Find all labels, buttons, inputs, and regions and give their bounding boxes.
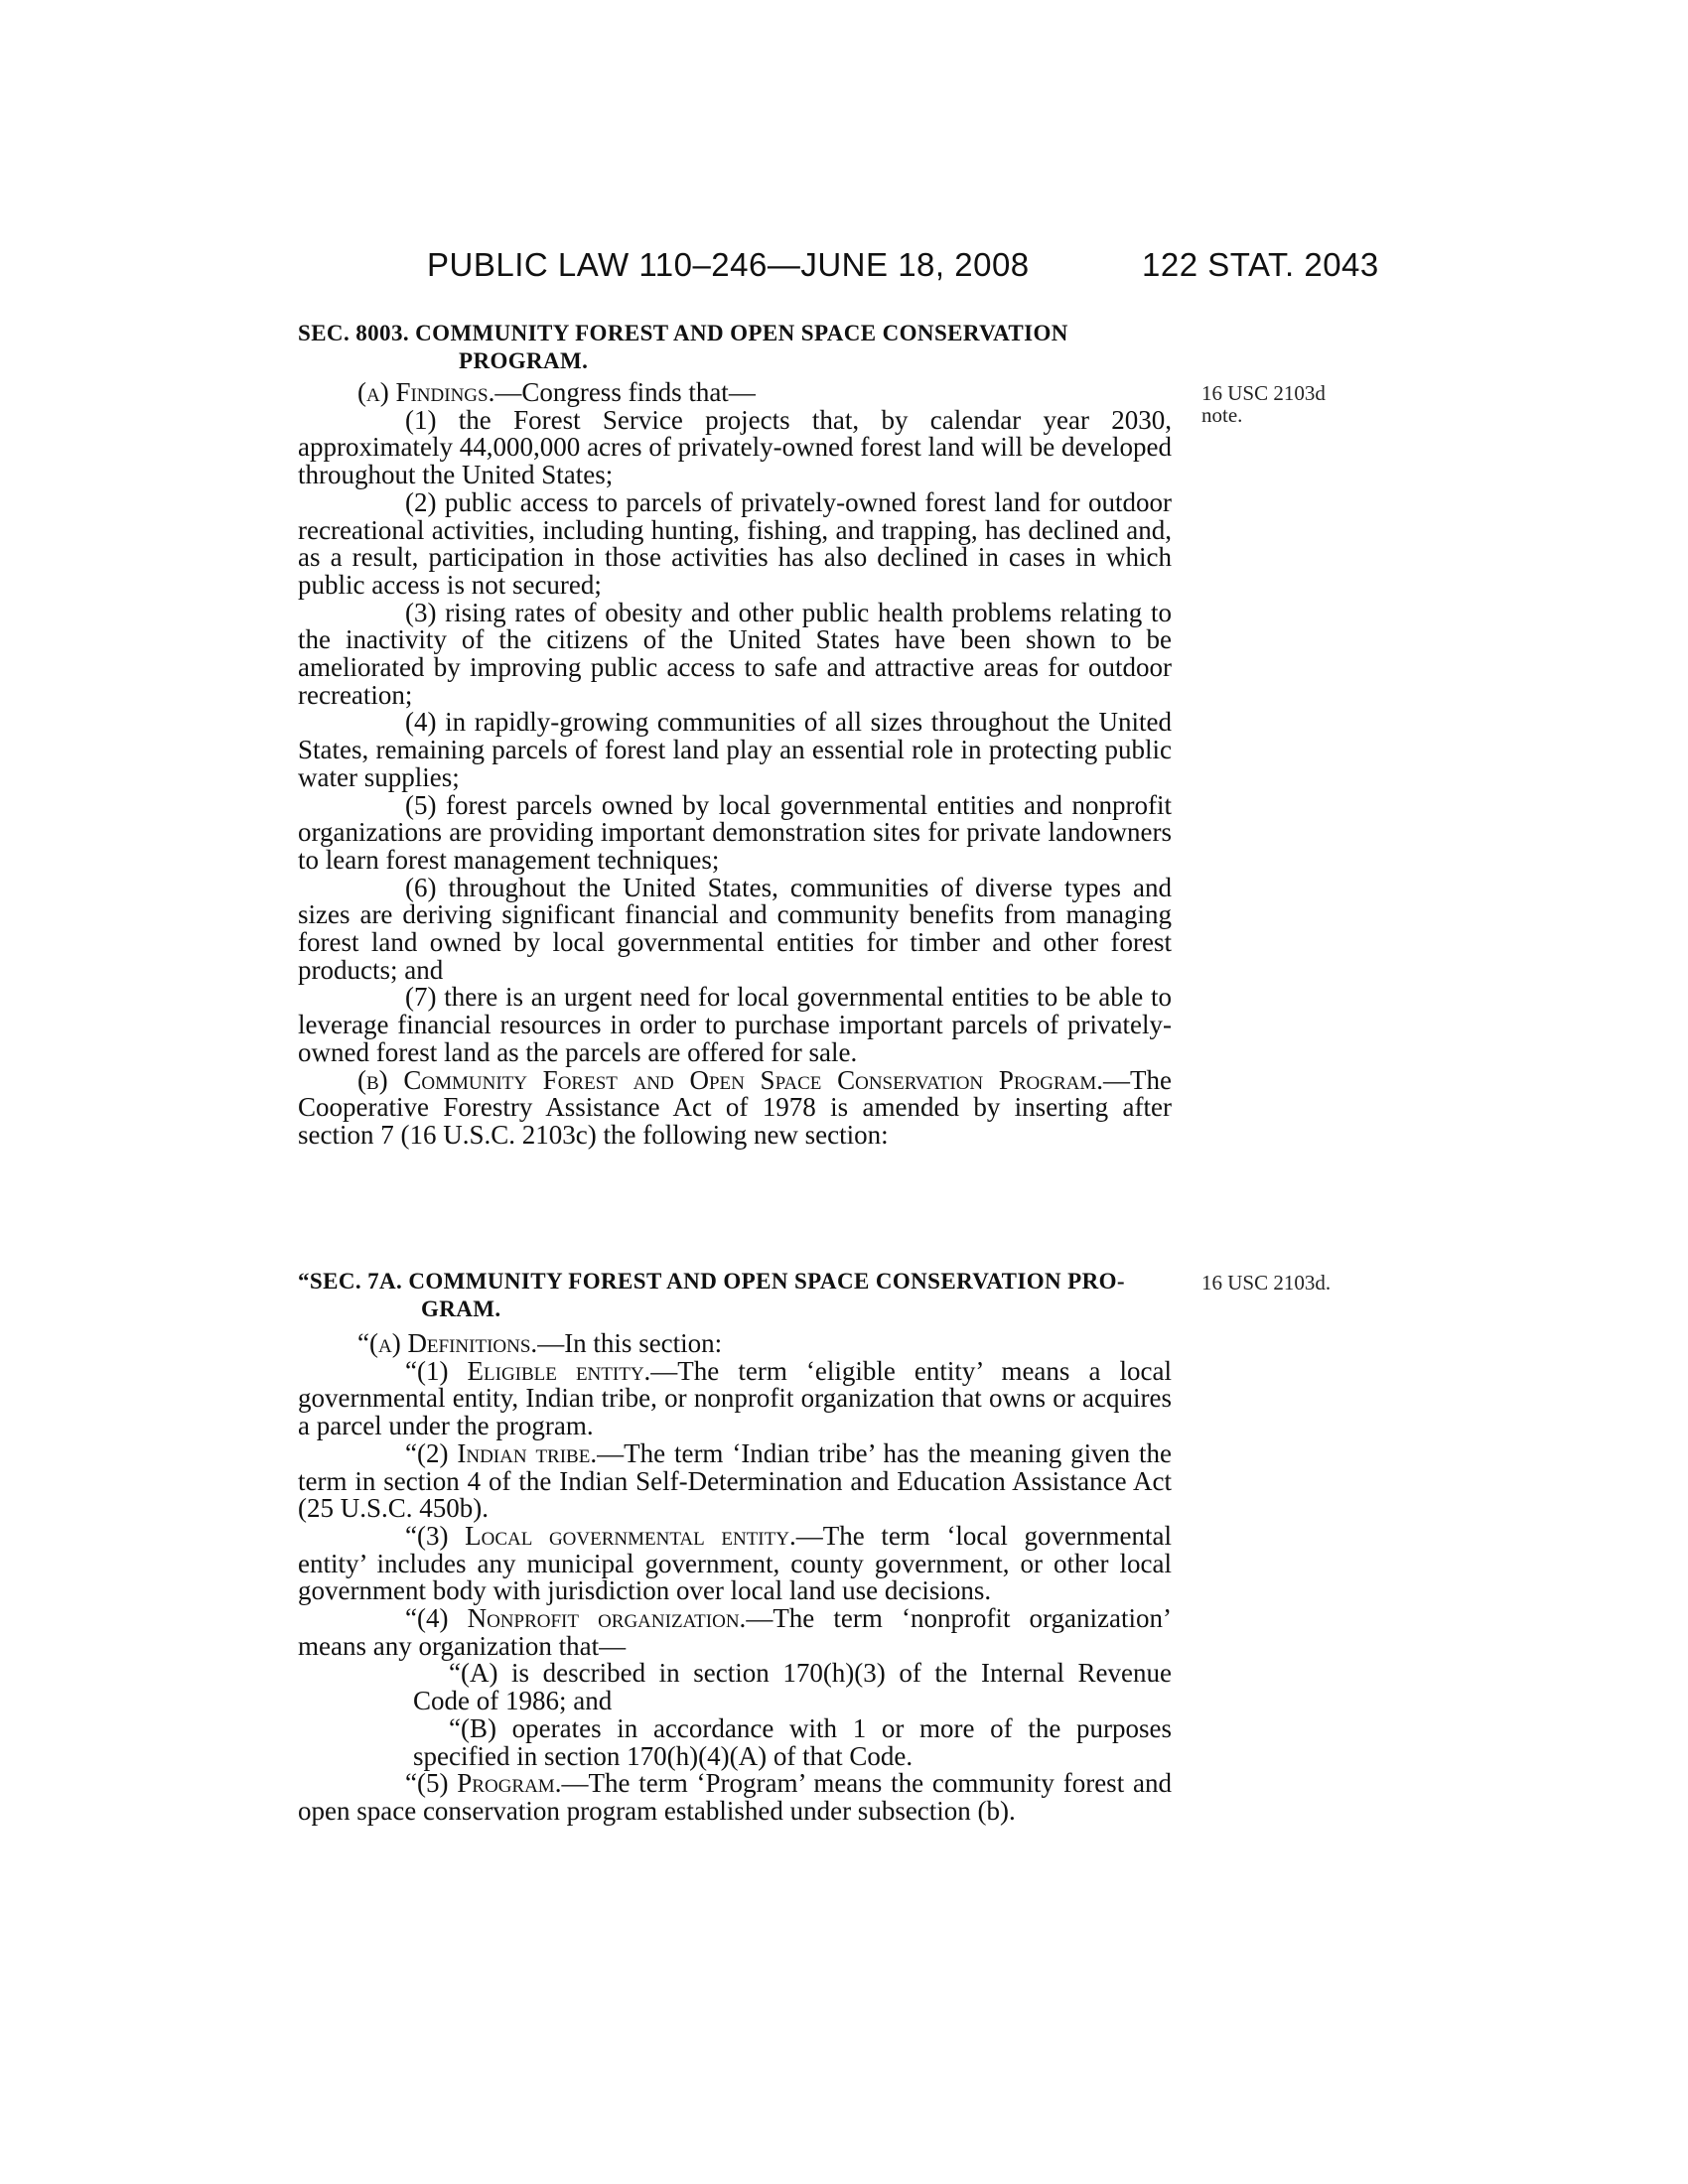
definition-4-text: —The term ‘nonprofit organization’ means any organization that—: [298, 1603, 1172, 1661]
definition-2-text: —The term ‘Indian tribe’ has the meaning given the term in section 4 of the Indian Self-Determination and Education Assistance Act (25 U.S.C. 450b).: [298, 1437, 1172, 1524]
definition-4: [298, 1605, 1172, 1660]
section-7a-heading-line1: “SEC. 7A. COMMUNITY FOREST AND OPEN SPACE CONSERVATION PRO-: [298, 1269, 1125, 1294]
subsection-b-label: (b) Community Forest and Open Space Conservation Program.: [357, 1064, 1104, 1095]
subsection-b-paragraph: [298, 1064, 1172, 1150]
finding-2: (2) public access to parcels of privately-owned forest land for outdoor recreational activities, including hunting, fishing, and trapping, has declined and, as a result, participation in those activities has also declined in cases in which public access is not secured;: [298, 486, 1172, 600]
running-header-law: PUBLIC LAW 110–246—JUNE 18, 2008: [427, 246, 1030, 283]
definition-4-b: “(B) operates in accordance with 1 or more of the purposes specified in section 170(h)(4)(A) of that Code.: [413, 1712, 1172, 1771]
definitions-intro: —In this section:: [537, 1328, 723, 1358]
definition-5-text: —The term ‘Program’ means the community forest and open space conservation program established under subsection (b).: [298, 1768, 1172, 1826]
definition-1-text: —The term ‘eligible entity’ means a local governmental entity, Indian tribe, or nonprofit organization that owns or acquires a parcel under the program.: [298, 1355, 1172, 1441]
finding-4: (4) in rapidly-growing communities of all sizes throughout the United States, remaining parcels of forest land play an essential role in protecting public water supplies;: [298, 707, 1172, 792]
definition-1-label: “(1) Eligible entity.: [405, 1355, 651, 1386]
section-8003-heading: [298, 320, 1172, 375]
section-8003-heading-line2: PROGRAM.: [459, 348, 589, 373]
section-8003-heading-line1: SEC. 8003. COMMUNITY FOREST AND OPEN SPACE CONSERVATION: [298, 321, 1068, 345]
finding-3: (3) rising rates of obesity and other public health problems relating to the inactivity of the citizens of the United States have been shown to be ameliorated by improving public access to safe and attractive areas for outdoor recreation;: [298, 597, 1172, 710]
definition-1: [298, 1355, 1172, 1441]
findings-label: (a) Findings.: [357, 377, 495, 407]
finding-5: (5) forest parcels owned by local governmental entities and nonprofit organizations are providing important demonstration sites for private landowners to learn forest management techniques;: [298, 789, 1172, 875]
definition-4-label: “(4) Nonprofit organization.: [405, 1603, 747, 1634]
definition-2-label: “(2) Indian tribe.: [405, 1437, 598, 1468]
section-7a-heading: [298, 1268, 1172, 1323]
subsection-b-text: —The Cooperative Forestry Assistance Act of 1978 is amended by inserting after section 7 (16 U.S.C. 2103c) the following new section:: [298, 1064, 1172, 1150]
section-7a-heading-line2: GRAM.: [421, 1297, 501, 1321]
definition-3-text: —The term ‘local governmental entity’ includes any municipal government, county government, or other local government body with jurisdiction over local land use decisions.: [298, 1520, 1172, 1606]
definition-2: [298, 1437, 1172, 1524]
finding-7: (7) there is an urgent need for local governmental entities to be able to leverage financial resources in order to purchase important parcels of privately-owned forest land as the parcels are offered for sale.: [298, 982, 1172, 1067]
margin-note-usc-note-line1: 16 USC 2103d: [1201, 381, 1326, 405]
finding-6: (6) throughout the United States, communities of diverse types and sizes are deriving significant financial and community benefits from managing forest land owned by local governmental entities for timber and other forest products; and: [298, 872, 1172, 985]
findings-paragraph: [298, 379, 1172, 407]
margin-note-usc: 16 USC 2103d.: [1201, 1271, 1332, 1295]
section-7a-body: [298, 1330, 1172, 1826]
definition-3: [298, 1520, 1172, 1606]
definition-4-a: “(A) is described in section 170(h)(3) of the Internal Revenue Code of 1986; and: [413, 1658, 1172, 1716]
definition-3-label: “(3) Local governmental entity.: [405, 1520, 796, 1551]
margin-note-usc-note-line2: note.: [1201, 403, 1243, 427]
findings-intro: —Congress finds that—: [494, 377, 756, 407]
definition-5-label: “(5) Program.: [405, 1768, 562, 1799]
definition-5: [298, 1770, 1172, 1825]
finding-1: (1) the Forest Service projects that, by calendar year 2030, approximately 44,000,000 acres of privately-owned forest land will be developed throughout the United States;: [298, 404, 1172, 490]
section-8003-body: [298, 379, 1172, 1150]
running-header-stat: 122 STAT. 2043: [1142, 246, 1379, 283]
margin-note-usc-note: [1201, 382, 1360, 426]
definitions-paragraph: [298, 1330, 1172, 1358]
definitions-label: “(a) Definitions.: [357, 1328, 538, 1358]
